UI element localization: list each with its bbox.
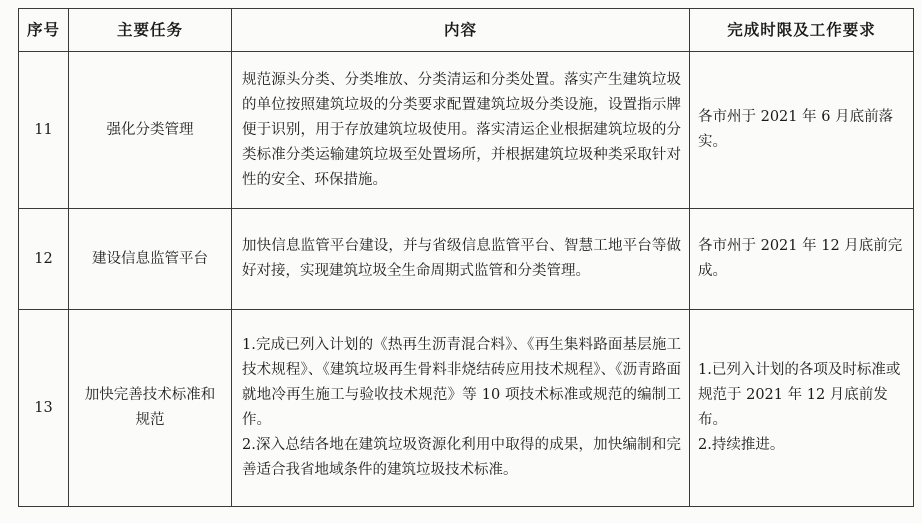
row-seq: 13	[19, 310, 69, 507]
content-paragraph: 规范源头分类、分类堆放、分类清运和分类处置。落实产生建筑垃圾的单位按照建筑垃圾的分类要求配置建筑垃圾分类设施，设置指示牌便于识别，用于存放建筑垃圾使用。落实清运企业根据建筑垃圾的分类标准分类运输建筑垃圾至处置场所，并根据建筑垃圾种类采取针对性的安全、环保措施。	[242, 71, 681, 188]
deadline-paragraph: 各市州于 2021 年 6 月底前落实。	[698, 109, 894, 150]
deadline-paragraph: 2.持续推进。	[698, 437, 785, 453]
deadline-paragraph: 各市州于 2021 年 12 月底前完成。	[698, 238, 903, 279]
deadline-paragraph: 1.已列入计划的各项及时标准或规范于 2021 年 12 月底前发布。	[698, 362, 901, 428]
content-paragraph: 加快信息监管平台建设，并与省级信息监管平台、智慧工地平台等做好对接，实现建筑垃圾全生命周期式监管和分类管理。	[242, 238, 681, 279]
row-deadline	[690, 209, 914, 310]
row-content	[232, 52, 690, 209]
row-seq: 12	[19, 209, 69, 310]
content-paragraph: 2.深入总结各地在建筑垃圾资源化利用中取得的成果，加快编制和完善适合我省地域条件的建筑垃圾技术标准。	[242, 437, 681, 478]
table-row	[19, 209, 914, 310]
row-task: 建设信息监管平台	[69, 209, 232, 310]
table-header-row	[19, 9, 914, 52]
header-task: 主要任务	[69, 9, 232, 52]
content-paragraph: 1.完成已列入计划的《热再生沥青混合料》、《再生集料路面基层施工技术规程》、《建筑垃圾再生骨料非烧结砖应用技术规程》、《沥青路面就地冷再生施工与验收技术规范》等 10 项技术标准或规范的编制工作。	[242, 337, 681, 428]
row-content	[232, 209, 690, 310]
row-task: 强化分类管理	[69, 52, 232, 209]
row-content	[232, 310, 690, 507]
header-seq: 序号	[19, 9, 69, 52]
table-row	[19, 52, 914, 209]
row-seq: 11	[19, 52, 69, 209]
row-deadline	[690, 310, 914, 507]
table-row	[19, 310, 914, 507]
row-task: 加快完善技术标准和规范	[69, 310, 232, 507]
task-table	[18, 8, 914, 507]
header-deadline: 完成时限及工作要求	[690, 9, 914, 52]
header-content: 内容	[232, 9, 690, 52]
row-deadline	[690, 52, 914, 209]
